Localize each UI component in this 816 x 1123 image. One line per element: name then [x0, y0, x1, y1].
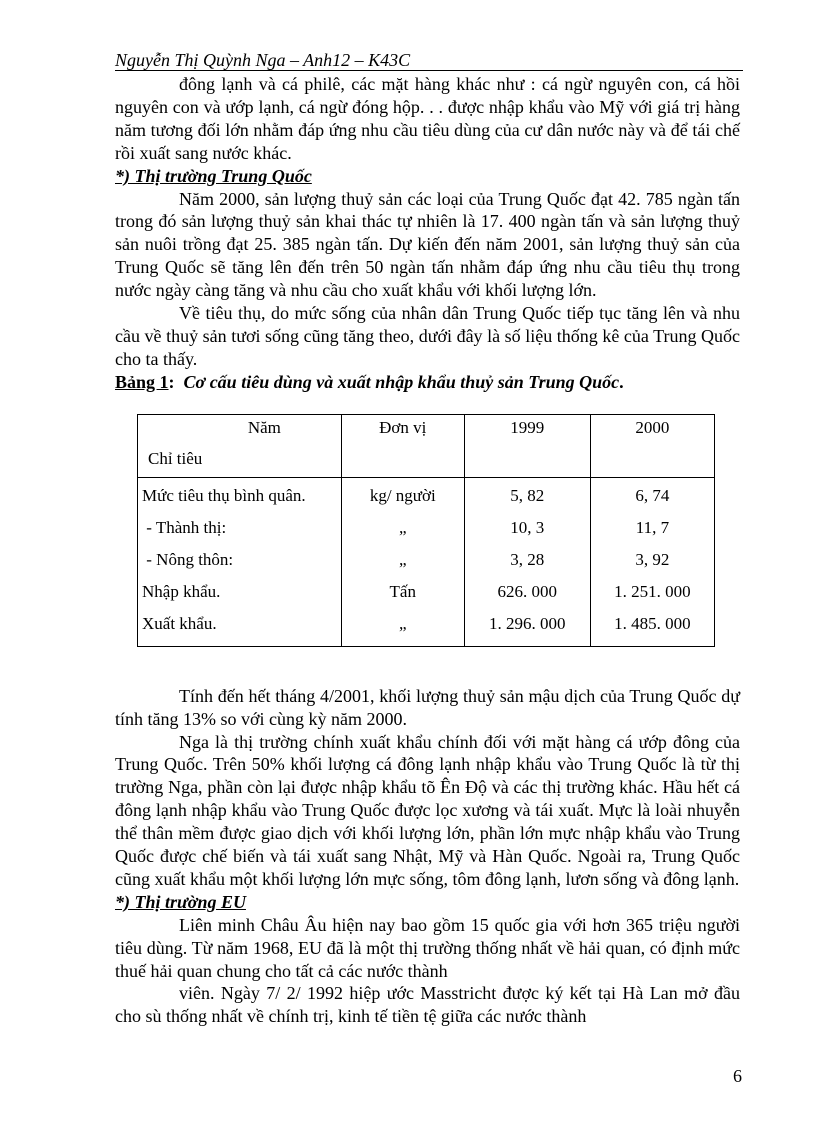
row-value-1999: 1. 296. 000	[464, 608, 590, 647]
row-value-1999: 626. 000	[464, 576, 590, 608]
row-unit: Tấn	[341, 576, 464, 608]
china-paragraph-2: Về tiêu thụ, do mức sống của nhân dân Trung Quốc tiếp tục tăng lên và nhu cầu về thuỷ sản tươi sống cũng tăng theo, dưới đây là số liệu thống kê của Trung Quốc cho ta thấy.	[115, 303, 740, 369]
table-row	[138, 608, 715, 647]
row-unit: „	[341, 608, 464, 647]
row-indicator: - Thành thị:	[138, 512, 342, 544]
row-indicator: - Nông thôn:	[138, 544, 342, 576]
row-indicator: Xuất khẩu.	[138, 608, 342, 647]
page-number: 6	[733, 1066, 742, 1086]
header-year-1999: 1999	[464, 414, 590, 477]
table-colon: :	[168, 371, 175, 392]
row-value-1999: 10, 3	[464, 512, 590, 544]
table-label: Bảng 1	[115, 371, 169, 392]
row-indicator: Mức tiêu thụ bình quân.	[138, 477, 342, 512]
header-year-label: Năm	[247, 417, 281, 437]
eu-paragraph-1: Liên minh Châu Âu hiện nay bao gồm 15 quốc gia với hơn 365 triệu người tiêu dùng. Từ năm 1968, EU đã là một thị trường thống nhất về hải quan, có định mức thuế hải quan chung cho tất cả các nước thành	[115, 914, 740, 981]
row-indicator: Nhập khẩu.	[138, 576, 342, 608]
row-value-2000: 1. 251. 000	[590, 576, 714, 608]
header-year-2000: 2000	[590, 414, 714, 477]
row-unit: kg/ người	[341, 477, 464, 512]
table-title-end: .	[619, 371, 624, 392]
table-row	[138, 477, 715, 512]
row-value-2000: 1. 485. 000	[590, 608, 714, 647]
consumption-trade-table	[137, 414, 715, 647]
heading-eu-market: *) Thị trường EU	[115, 891, 246, 912]
after-table-paragraph-1: Tính đến hết tháng 4/2001, khối lượng thuỷ sản mậu dịch của Trung Quốc dự tính tăng 13% so với cùng kỳ năm 2000.	[115, 685, 740, 729]
table-header-row	[138, 414, 715, 477]
row-value-1999: 5, 82	[464, 477, 590, 512]
spacer	[115, 647, 740, 685]
table-row	[138, 544, 715, 576]
row-value-2000: 3, 92	[590, 544, 714, 576]
row-value-2000: 6, 74	[590, 477, 714, 512]
table-row	[138, 576, 715, 608]
heading-china-market: *) Thị trường Trung Quốc	[115, 165, 312, 186]
page-content	[115, 73, 740, 1028]
row-unit: „	[341, 544, 464, 576]
header-rule	[115, 70, 743, 71]
eu-paragraph-2: viên. Ngày 7/ 2/ 1992 hiệp ước Masstricht được ký kết tại Hà Lan mở đầu cho sù thống nhất về chính trị, kinh tế tiền tệ giữa các nước thành	[115, 983, 740, 1027]
china-paragraph-1: Năm 2000, sản lượng thuỷ sản các loại của Trung Quốc đạt 42. 785 ngàn tấn trong đó sản lượng thuỷ sản khai thác tự nhiên là 17. 400 ngàn tấn và sản lượng thuỷ sản nuôi trồng đạt 25. 385 ngàn tấn. Dự kiến đến năm 2001, sản lượng thuỷ sản của Trung Quốc sẽ tăng lên đến trên 50 ngàn tấn nhằm đáp ứng nhu cầu tiêu thụ trong nước ngày càng tăng và nhu cầu cho xuất khẩu với khối lượng lớn.	[115, 188, 740, 301]
table-title: Cơ cấu tiêu dùng và xuất nhập khẩu thuỷ sản Trung Quốc	[183, 371, 620, 392]
intro-paragraph: đông lạnh và cá philê, các mặt hàng khác như : cá ngừ nguyên con, cá hồi nguyên con và ướp lạnh, cá ngừ đóng hộp. . . được nhập khẩu vào Mỹ với giá trị hàng năm tương đối lớn nhằm đáp ứng nhu cầu tiêu dùng của cư dân nước này và để tái chế rồi xuất sang nước khác.	[115, 74, 740, 163]
header-indicator-label: Chỉ tiêu	[148, 448, 203, 468]
table-caption	[115, 371, 740, 394]
row-unit: „	[341, 512, 464, 544]
row-value-1999: 3, 28	[464, 544, 590, 576]
row-value-2000: 11, 7	[590, 512, 714, 544]
table-container	[137, 414, 740, 647]
table-row	[138, 512, 715, 544]
page-header: Nguyễn Thị Quỳnh Nga – Anh12 – K43C	[115, 50, 411, 70]
after-table-paragraph-2: Nga là thị trường chính xuất khẩu chính đối với mặt hàng cá ướp đông của Trung Quốc. Trên 50% khối lượng cá đông lạnh nhập khẩu vào Trung Quốc là từ thị trường Nga, phần còn lại được nhập khẩu tõ Ên Độ và các thị trường khác. Hầu hết cá đông lạnh nhập khẩu vào Trung Quốc được lọc xương và tái xuất. Mực là loài nhuyễn thể thân mềm được giao dịch với khối lượng lớn, phần lớn mực nhập khẩu vào Trung Quốc được chế biến và tái xuất sang Nhật, Mỹ và Hàn Quốc. Ngoài ra, Trung Quốc cũng xuất khẩu một khối lượng lớn mực sống, tôm đông lạnh, lươn sống và đông lạnh.	[115, 731, 740, 889]
header-unit: Đơn vị	[341, 414, 464, 477]
header-indicator-cell	[138, 414, 342, 477]
